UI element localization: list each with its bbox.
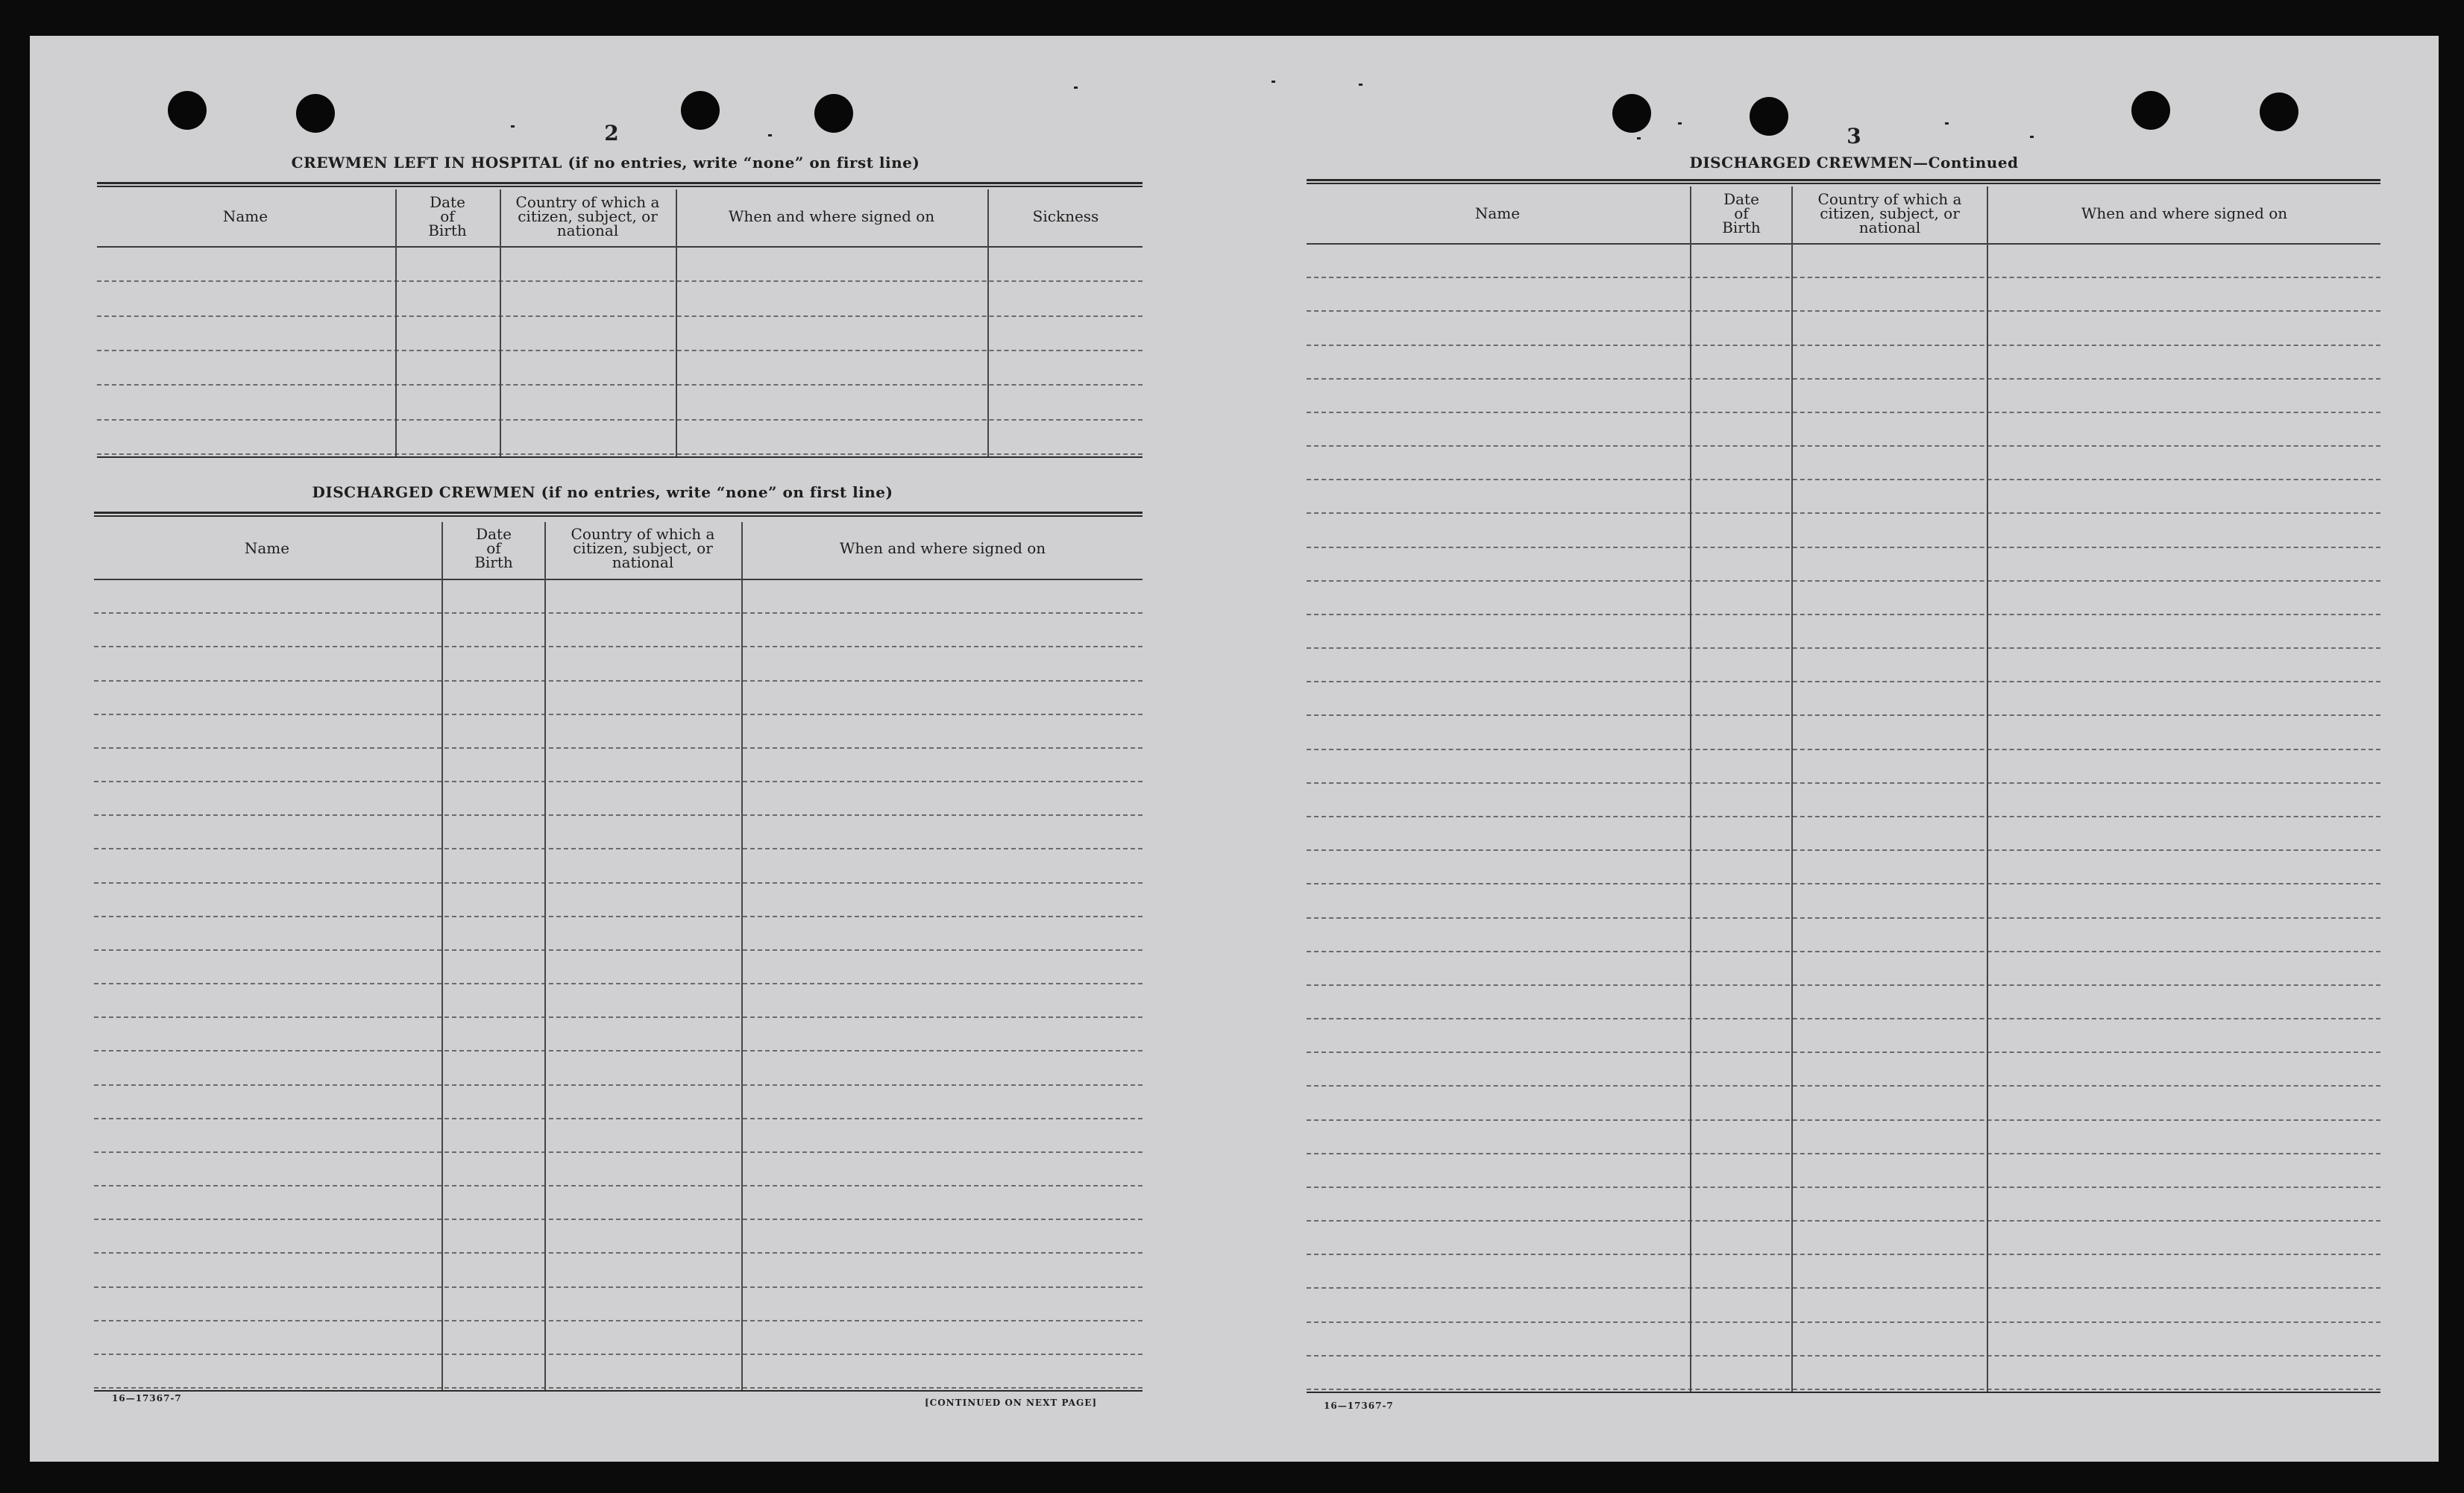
table-row (1307, 816, 2380, 817)
table-row (94, 1286, 1143, 1288)
table-row (1307, 849, 2380, 851)
table-row (1307, 782, 2380, 784)
table-row (97, 384, 1143, 386)
table-row (1307, 345, 2380, 346)
column-header-name: Name (244, 538, 290, 557)
column-header-sickness: Sickness (1032, 207, 1099, 225)
table-row (97, 280, 1143, 282)
column-header-signed-on: When and where signed on (728, 207, 935, 225)
column-header-date-of-birth: Date of Birth (474, 524, 513, 571)
column-header-country: Country of which a citizen, subject, or national (515, 192, 660, 239)
table-row (97, 350, 1143, 351)
table-row (94, 848, 1143, 849)
table-row (1307, 749, 2380, 750)
table-row (94, 1219, 1143, 1220)
column-header-name: Name (222, 207, 268, 225)
table-row (1307, 412, 2380, 413)
table-row (94, 1050, 1143, 1052)
table-row (1307, 647, 2380, 649)
table-row (1307, 1355, 2380, 1357)
table-row (1307, 512, 2380, 514)
table-row (1307, 681, 2380, 682)
column-header-date-of-birth: Date of Birth (428, 192, 467, 239)
table-row (94, 1320, 1143, 1321)
continued-note: [CONTINUED ON NEXT PAGE] (925, 1398, 1098, 1408)
column-header-name: Name (1474, 204, 1521, 222)
header-underline (97, 246, 1143, 248)
table-row (94, 916, 1143, 917)
form-number: 16—17367-7 (1324, 1401, 1394, 1411)
table-row (94, 1084, 1143, 1086)
table-row (1307, 951, 2380, 952)
form-number: 16—17367-7 (112, 1393, 182, 1404)
hospital-section-title: CREWMEN LEFT IN HOSPITAL (if no entries, write “none” on first line) (291, 154, 920, 172)
discharged-section-title: DISCHARGED CREWMEN (if no entries, write “none” on first line) (312, 483, 893, 501)
table-row (94, 646, 1143, 647)
table-row (1307, 310, 2380, 312)
column-divider (1690, 186, 1691, 1392)
table-row (94, 1118, 1143, 1119)
column-header-signed-on: When and where signed on (2081, 204, 2288, 222)
discharged-continued-title: DISCHARGED CREWMEN—Continued (1689, 154, 2019, 172)
table-row (94, 983, 1143, 984)
table-row (1307, 378, 2380, 380)
table-row (1307, 714, 2380, 716)
table-row (1307, 917, 2380, 919)
column-header-signed-on: When and where signed on (839, 538, 1046, 557)
table-row (1307, 1220, 2380, 1222)
table-row (97, 453, 1143, 455)
table-top-rule (97, 182, 1143, 184)
table-row (1307, 277, 2380, 278)
punch-hole (168, 91, 207, 130)
column-divider (676, 189, 677, 456)
table-row (1307, 1186, 2380, 1188)
header-underline (94, 579, 1143, 580)
table-row (1307, 1321, 2380, 1323)
table-row (1307, 547, 2380, 548)
punch-hole (814, 94, 853, 133)
column-divider (395, 189, 397, 456)
punch-hole (296, 94, 335, 133)
table-row (94, 612, 1143, 614)
table-row (1307, 614, 2380, 615)
table-row (1307, 1254, 2380, 1255)
table-row (94, 747, 1143, 749)
table-row (1307, 1085, 2380, 1087)
punch-hole (2131, 91, 2170, 130)
table-row (94, 949, 1143, 951)
table-row (1307, 580, 2380, 582)
table-row (94, 1185, 1143, 1186)
table-row (94, 714, 1143, 715)
table-row (94, 1252, 1143, 1254)
column-divider (1791, 186, 1793, 1392)
column-header-date-of-birth: Date of Birth (1722, 189, 1761, 236)
table-row (94, 1016, 1143, 1018)
punch-hole (1750, 97, 1788, 136)
table-row (1307, 1389, 2380, 1390)
column-divider (500, 189, 501, 456)
punch-hole (1612, 94, 1651, 133)
table-row (1307, 1153, 2380, 1154)
form-sheet (30, 36, 2439, 1462)
table-row (1307, 445, 2380, 447)
column-divider (1987, 186, 1988, 1392)
table-row (94, 781, 1143, 782)
table-row (1307, 1287, 2380, 1289)
header-underline (1307, 243, 2380, 245)
column-header-country: Country of which a citizen, subject, or national (1817, 189, 1962, 236)
column-divider (441, 522, 443, 1390)
table-row (1307, 1018, 2380, 1019)
table-row (94, 882, 1143, 884)
column-header-country: Country of which a citizen, subject, or national (571, 524, 715, 571)
table-row (94, 814, 1143, 816)
column-divider (987, 189, 989, 456)
table-row (94, 1151, 1143, 1153)
page-number: 3 (1847, 124, 1861, 148)
page-number: 2 (604, 121, 619, 145)
table-row (94, 680, 1143, 682)
table-row (94, 1387, 1143, 1389)
table-row (97, 315, 1143, 317)
table-row (1307, 479, 2380, 480)
table-row (1307, 1052, 2380, 1053)
table-row (97, 419, 1143, 421)
column-divider (544, 522, 546, 1390)
table-row (94, 1354, 1143, 1355)
punch-hole (2260, 92, 2298, 131)
column-divider (741, 522, 743, 1390)
table-row (1307, 1119, 2380, 1121)
table-row (1307, 883, 2380, 884)
table-row (1307, 984, 2380, 986)
punch-hole (681, 91, 720, 130)
